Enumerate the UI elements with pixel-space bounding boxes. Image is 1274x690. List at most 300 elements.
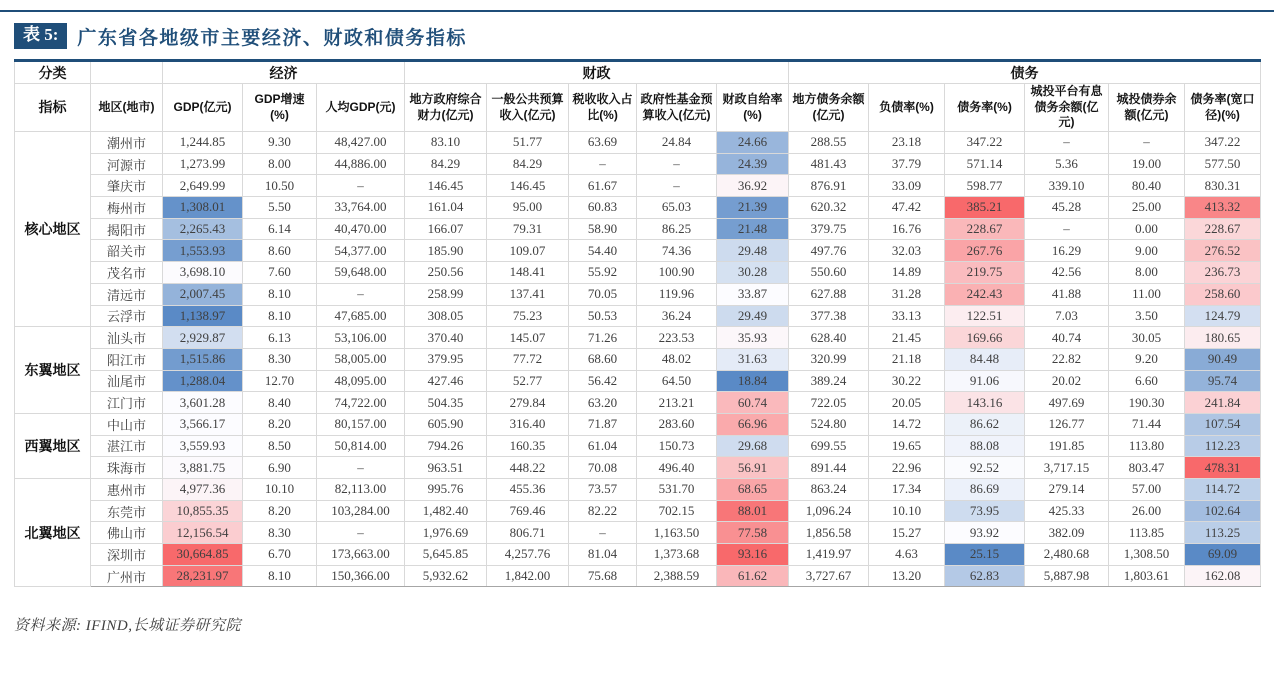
value-cell: 10.50 [243, 175, 317, 197]
value-cell: 12.70 [243, 370, 317, 392]
value-cell: 5,887.98 [1025, 565, 1109, 587]
value-cell: 107.54 [1185, 413, 1261, 435]
table-row [15, 435, 1261, 457]
value-cell: 863.24 [789, 479, 869, 501]
value-cell: 86.25 [637, 218, 717, 240]
value-cell: 36.92 [717, 175, 789, 197]
value-cell: – [637, 153, 717, 175]
value-cell: 82.22 [569, 500, 637, 522]
value-cell: 80,157.00 [317, 413, 405, 435]
value-cell: 28,231.97 [163, 565, 243, 587]
table-number-chip: 表 5: [14, 23, 67, 49]
value-cell: 2,388.59 [637, 565, 717, 587]
city-cell: 阳江市 [91, 348, 163, 370]
value-cell: 531.70 [637, 479, 717, 501]
city-cell: 茂名市 [91, 262, 163, 284]
value-cell: 497.69 [1025, 392, 1109, 414]
value-cell: 114.72 [1185, 479, 1261, 501]
city-cell: 佛山市 [91, 522, 163, 544]
value-cell: 113.80 [1109, 435, 1185, 457]
column-header: 城投债券余额(亿元) [1109, 84, 1185, 132]
value-cell: 71.44 [1109, 413, 1185, 435]
city-cell: 汕头市 [91, 327, 163, 349]
table-row [15, 305, 1261, 327]
value-cell: 20.02 [1025, 370, 1109, 392]
value-cell: 370.40 [405, 327, 487, 349]
value-cell: 6.90 [243, 457, 317, 479]
value-cell: 2,929.87 [163, 327, 243, 349]
city-cell: 揭阳市 [91, 218, 163, 240]
value-cell: 8.00 [1109, 262, 1185, 284]
value-cell: 31.63 [717, 348, 789, 370]
value-cell: 51.77 [487, 132, 569, 154]
value-cell: 33.09 [869, 175, 945, 197]
value-cell: 37.79 [869, 153, 945, 175]
region-group-label: 北翼地区 [15, 479, 91, 587]
value-cell: 20.05 [869, 392, 945, 414]
value-cell: 4,977.36 [163, 479, 243, 501]
value-cell: 19.00 [1109, 153, 1185, 175]
value-cell: 68.65 [717, 479, 789, 501]
table-row [15, 283, 1261, 305]
value-cell: 69.09 [1185, 544, 1261, 566]
value-cell: 26.00 [1109, 500, 1185, 522]
value-cell: 30.22 [869, 370, 945, 392]
value-cell: 4.63 [869, 544, 945, 566]
table-row [15, 370, 1261, 392]
city-cell: 广州市 [91, 565, 163, 587]
value-cell: 185.90 [405, 240, 487, 262]
value-cell: 77.58 [717, 522, 789, 544]
table-title: 广东省各地级市主要经济、财政和债务指标 [77, 27, 467, 49]
region-group-label: 西翼地区 [15, 413, 91, 478]
value-cell: 5.36 [1025, 153, 1109, 175]
value-cell: 496.40 [637, 457, 717, 479]
city-cell: 湛江市 [91, 435, 163, 457]
value-cell: 86.62 [945, 413, 1025, 435]
value-cell: 42.56 [1025, 262, 1109, 284]
value-cell: 8.20 [243, 413, 317, 435]
value-cell: 113.85 [1109, 522, 1185, 544]
value-cell: 61.04 [569, 435, 637, 457]
value-cell: 17.34 [869, 479, 945, 501]
value-cell: 2,265.43 [163, 218, 243, 240]
value-cell: 71.87 [569, 413, 637, 435]
value-cell: 379.95 [405, 348, 487, 370]
value-cell: 56.42 [569, 370, 637, 392]
value-cell: 598.77 [945, 175, 1025, 197]
city-cell: 肇庆市 [91, 175, 163, 197]
value-cell: 9.00 [1109, 240, 1185, 262]
column-header: 债务率(宽口径)(%) [1185, 84, 1261, 132]
value-cell: 8.00 [243, 153, 317, 175]
table-row [15, 522, 1261, 544]
value-cell: 33,764.00 [317, 197, 405, 219]
value-cell: 57.00 [1109, 479, 1185, 501]
value-cell: 267.76 [945, 240, 1025, 262]
value-cell: 377.38 [789, 305, 869, 327]
value-cell: 995.76 [405, 479, 487, 501]
value-cell: 47,685.00 [317, 305, 405, 327]
value-cell: 242.43 [945, 283, 1025, 305]
value-cell: 93.92 [945, 522, 1025, 544]
value-cell: 228.67 [945, 218, 1025, 240]
value-cell: 29.49 [717, 305, 789, 327]
value-cell: 279.14 [1025, 479, 1109, 501]
table-row [15, 153, 1261, 175]
value-cell: 283.60 [637, 413, 717, 435]
value-cell: 112.23 [1185, 435, 1261, 457]
value-cell: 769.46 [487, 500, 569, 522]
column-header: GDP(亿元) [163, 84, 243, 132]
value-cell: 1,138.97 [163, 305, 243, 327]
value-cell: 109.07 [487, 240, 569, 262]
value-cell: 1,553.93 [163, 240, 243, 262]
value-cell: 150.73 [637, 435, 717, 457]
indicators-table [14, 59, 1261, 587]
value-cell: 577.50 [1185, 153, 1261, 175]
value-cell: 455.36 [487, 479, 569, 501]
value-cell: 550.60 [789, 262, 869, 284]
value-cell: 3,601.28 [163, 392, 243, 414]
value-cell: 1,308.01 [163, 197, 243, 219]
value-cell: 1,244.85 [163, 132, 243, 154]
table-title-row [14, 21, 1260, 51]
column-header: GDP增速(%) [243, 84, 317, 132]
table-row [15, 544, 1261, 566]
value-cell: 1,515.86 [163, 348, 243, 370]
value-cell: 8.50 [243, 435, 317, 457]
table-row [15, 175, 1261, 197]
value-cell: 150,366.00 [317, 565, 405, 587]
value-cell: 806.71 [487, 522, 569, 544]
column-header: 城投平台有息债务余额(亿元) [1025, 84, 1109, 132]
value-cell: 14.89 [869, 262, 945, 284]
value-cell: 124.79 [1185, 305, 1261, 327]
table-row [15, 240, 1261, 262]
value-cell: 61.62 [717, 565, 789, 587]
value-cell: 79.31 [487, 218, 569, 240]
city-cell: 中山市 [91, 413, 163, 435]
value-cell: 1,803.61 [1109, 565, 1185, 587]
value-cell: 75.23 [487, 305, 569, 327]
city-cell: 汕尾市 [91, 370, 163, 392]
value-cell: 722.05 [789, 392, 869, 414]
table-row [15, 262, 1261, 284]
value-cell: – [317, 457, 405, 479]
value-cell: 137.41 [487, 283, 569, 305]
value-cell: 628.40 [789, 327, 869, 349]
value-cell: 478.31 [1185, 457, 1261, 479]
value-cell: 16.29 [1025, 240, 1109, 262]
value-cell: 40,470.00 [317, 218, 405, 240]
value-cell: 0.00 [1109, 218, 1185, 240]
region-group-label: 核心地区 [15, 132, 91, 327]
value-cell: 1,976.69 [405, 522, 487, 544]
value-cell: 228.67 [1185, 218, 1261, 240]
value-cell: 504.35 [405, 392, 487, 414]
top-divider [0, 10, 1274, 12]
value-cell: 10,855.35 [163, 500, 243, 522]
value-cell: 161.04 [405, 197, 487, 219]
value-cell: 24.84 [637, 132, 717, 154]
table-row [15, 392, 1261, 414]
value-cell: 1,163.50 [637, 522, 717, 544]
value-cell: 21.48 [717, 218, 789, 240]
value-cell: 22.82 [1025, 348, 1109, 370]
value-cell: 1,308.50 [1109, 544, 1185, 566]
value-cell: 24.66 [717, 132, 789, 154]
value-cell: 8.40 [243, 392, 317, 414]
value-cell: 379.75 [789, 218, 869, 240]
value-cell: 11.00 [1109, 283, 1185, 305]
table-row [15, 218, 1261, 240]
column-header: 政府性基金预算收入(亿元) [637, 84, 717, 132]
value-cell: 29.68 [717, 435, 789, 457]
section-header: 经济 [163, 61, 405, 84]
value-cell: 74,722.00 [317, 392, 405, 414]
value-cell: 58,005.00 [317, 348, 405, 370]
value-cell: 77.72 [487, 348, 569, 370]
value-cell: 8.20 [243, 500, 317, 522]
value-cell: 9.20 [1109, 348, 1185, 370]
value-cell: 4,257.76 [487, 544, 569, 566]
value-cell: 146.45 [487, 175, 569, 197]
value-cell: 6.70 [243, 544, 317, 566]
value-cell: 1,482.40 [405, 500, 487, 522]
value-cell: 963.51 [405, 457, 487, 479]
value-cell: 160.35 [487, 435, 569, 457]
value-cell: 63.20 [569, 392, 637, 414]
value-cell: 22.96 [869, 457, 945, 479]
value-cell: 180.65 [1185, 327, 1261, 349]
value-cell: 279.84 [487, 392, 569, 414]
value-cell: 52.77 [487, 370, 569, 392]
value-cell: 3.50 [1109, 305, 1185, 327]
value-cell: 427.46 [405, 370, 487, 392]
value-cell: 21.39 [717, 197, 789, 219]
table-row [15, 479, 1261, 501]
city-cell: 云浮市 [91, 305, 163, 327]
value-cell: 8.10 [243, 305, 317, 327]
value-cell: 3,717.15 [1025, 457, 1109, 479]
value-cell: 24.39 [717, 153, 789, 175]
value-cell: 173,663.00 [317, 544, 405, 566]
value-cell: 891.44 [789, 457, 869, 479]
value-cell: 223.53 [637, 327, 717, 349]
value-cell: 74.36 [637, 240, 717, 262]
city-cell: 韶关市 [91, 240, 163, 262]
city-cell: 东莞市 [91, 500, 163, 522]
value-cell: 10.10 [869, 500, 945, 522]
value-cell: 876.91 [789, 175, 869, 197]
value-cell: 54.40 [569, 240, 637, 262]
value-cell: 347.22 [1185, 132, 1261, 154]
value-cell: – [317, 283, 405, 305]
value-cell: 3,698.10 [163, 262, 243, 284]
value-cell: 122.51 [945, 305, 1025, 327]
value-cell: 44,886.00 [317, 153, 405, 175]
value-cell: 1,419.97 [789, 544, 869, 566]
value-cell: – [1109, 132, 1185, 154]
value-cell: 32.03 [869, 240, 945, 262]
value-cell: 250.56 [405, 262, 487, 284]
value-cell: 95.00 [487, 197, 569, 219]
value-cell: 9.30 [243, 132, 317, 154]
value-cell: 83.10 [405, 132, 487, 154]
value-cell: 148.41 [487, 262, 569, 284]
value-cell: 18.84 [717, 370, 789, 392]
value-cell: 5,645.85 [405, 544, 487, 566]
city-cell: 深圳市 [91, 544, 163, 566]
value-cell: 5,932.62 [405, 565, 487, 587]
value-cell: 803.47 [1109, 457, 1185, 479]
value-cell: 571.14 [945, 153, 1025, 175]
section-header-spacer [91, 61, 163, 84]
section-header: 财政 [405, 61, 789, 84]
value-cell: 90.49 [1185, 348, 1261, 370]
table-row [15, 132, 1261, 154]
value-cell: 21.18 [869, 348, 945, 370]
value-cell: 84.29 [405, 153, 487, 175]
value-cell: 2,480.68 [1025, 544, 1109, 566]
value-cell: 524.80 [789, 413, 869, 435]
value-cell: 288.55 [789, 132, 869, 154]
value-cell: 23.18 [869, 132, 945, 154]
value-cell: 497.76 [789, 240, 869, 262]
value-cell: 347.22 [945, 132, 1025, 154]
value-cell: 6.60 [1109, 370, 1185, 392]
value-cell: 3,566.17 [163, 413, 243, 435]
value-cell: 63.69 [569, 132, 637, 154]
region-group-label: 东翼地区 [15, 327, 91, 414]
value-cell: 86.69 [945, 479, 1025, 501]
value-cell: 169.66 [945, 327, 1025, 349]
column-header: 负债率(%) [869, 84, 945, 132]
value-cell: 30,664.85 [163, 544, 243, 566]
value-cell: 84.48 [945, 348, 1025, 370]
value-cell: 113.25 [1185, 522, 1261, 544]
table-body [15, 132, 1261, 587]
value-cell: 1,096.24 [789, 500, 869, 522]
city-cell: 江门市 [91, 392, 163, 414]
value-cell: 56.91 [717, 457, 789, 479]
value-cell: 236.73 [1185, 262, 1261, 284]
value-cell: 276.52 [1185, 240, 1261, 262]
column-header: 税收收入占比(%) [569, 84, 637, 132]
value-cell: 699.55 [789, 435, 869, 457]
value-cell: 241.84 [1185, 392, 1261, 414]
value-cell: 50.53 [569, 305, 637, 327]
value-cell: 35.93 [717, 327, 789, 349]
table-row [15, 413, 1261, 435]
column-header: 财政自给率(%) [717, 84, 789, 132]
value-cell: 1,373.68 [637, 544, 717, 566]
value-cell: 50,814.00 [317, 435, 405, 457]
value-cell: 12,156.54 [163, 522, 243, 544]
data-source-note: 资料来源: IFIND,长城证券研究院 [14, 618, 241, 635]
value-cell: 2,007.45 [163, 283, 243, 305]
value-cell: 55.92 [569, 262, 637, 284]
value-cell: 7.03 [1025, 305, 1109, 327]
column-header: 债务率(%) [945, 84, 1025, 132]
value-cell: 16.76 [869, 218, 945, 240]
value-cell: 95.74 [1185, 370, 1261, 392]
value-cell: 389.24 [789, 370, 869, 392]
value-cell: 93.16 [717, 544, 789, 566]
value-cell: 33.13 [869, 305, 945, 327]
value-cell: 30.05 [1109, 327, 1185, 349]
value-cell: 339.10 [1025, 175, 1109, 197]
value-cell: 61.67 [569, 175, 637, 197]
value-cell: 8.30 [243, 348, 317, 370]
table-header [15, 61, 1261, 132]
value-cell: 80.40 [1109, 175, 1185, 197]
city-cell: 梅州市 [91, 197, 163, 219]
value-cell: 66.96 [717, 413, 789, 435]
value-cell: 58.90 [569, 218, 637, 240]
value-cell: 40.74 [1025, 327, 1109, 349]
value-cell: 29.48 [717, 240, 789, 262]
value-cell: 59,648.00 [317, 262, 405, 284]
value-cell: 92.52 [945, 457, 1025, 479]
value-cell: 88.01 [717, 500, 789, 522]
table-row [15, 500, 1261, 522]
value-cell: 48,095.00 [317, 370, 405, 392]
value-cell: 413.32 [1185, 197, 1261, 219]
value-cell: 70.08 [569, 457, 637, 479]
value-cell: 48,427.00 [317, 132, 405, 154]
value-cell: 830.31 [1185, 175, 1261, 197]
value-cell: 47.42 [869, 197, 945, 219]
value-cell: 702.15 [637, 500, 717, 522]
value-cell: 320.99 [789, 348, 869, 370]
value-cell: 2,649.99 [163, 175, 243, 197]
value-cell: 308.05 [405, 305, 487, 327]
value-cell: 62.83 [945, 565, 1025, 587]
value-cell: 60.74 [717, 392, 789, 414]
value-cell: – [1025, 132, 1109, 154]
value-cell: 15.27 [869, 522, 945, 544]
value-cell: 14.72 [869, 413, 945, 435]
value-cell: 10.10 [243, 479, 317, 501]
value-cell: 1,273.99 [163, 153, 243, 175]
value-cell: 25.00 [1109, 197, 1185, 219]
value-cell: 73.95 [945, 500, 1025, 522]
value-cell: 191.85 [1025, 435, 1109, 457]
value-cell: 36.24 [637, 305, 717, 327]
value-cell: – [569, 153, 637, 175]
value-cell: – [1025, 218, 1109, 240]
value-cell: 8.10 [243, 565, 317, 587]
city-cell: 清远市 [91, 283, 163, 305]
value-cell: 425.33 [1025, 500, 1109, 522]
value-cell: 68.60 [569, 348, 637, 370]
value-cell: 7.60 [243, 262, 317, 284]
value-cell: 100.90 [637, 262, 717, 284]
value-cell: 605.90 [405, 413, 487, 435]
value-cell: 3,559.93 [163, 435, 243, 457]
value-cell: 213.21 [637, 392, 717, 414]
value-cell: 5.50 [243, 197, 317, 219]
value-cell: 448.22 [487, 457, 569, 479]
value-cell: 119.96 [637, 283, 717, 305]
section-header: 分类 [15, 61, 91, 84]
value-cell: 53,106.00 [317, 327, 405, 349]
value-cell: 88.08 [945, 435, 1025, 457]
value-cell: 71.26 [569, 327, 637, 349]
value-cell: 8.60 [243, 240, 317, 262]
